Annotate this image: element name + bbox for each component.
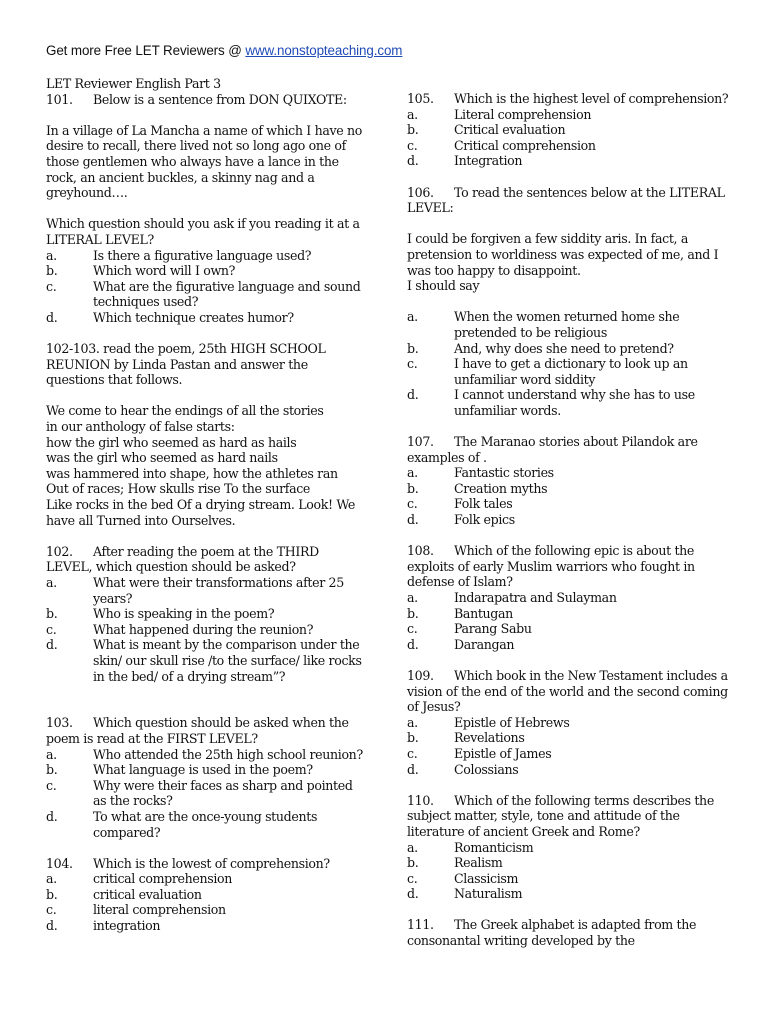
option-letter: a. [407, 590, 418, 605]
option-text: literal comprehension [93, 902, 226, 918]
option-text: Which technique creates humor? [93, 309, 294, 325]
option-letter: d. [46, 637, 58, 653]
option-text: Epistle of Hebrews [454, 714, 570, 730]
option-text: Which word will I own? [93, 263, 236, 279]
question-text: Which question should be asked when the poem is read at the FIRST LEVEL? [46, 715, 349, 746]
option-letter: b. [46, 606, 58, 622]
question-number: 101. [46, 91, 73, 107]
question-number: 102. [46, 543, 73, 559]
answer-option [46, 622, 366, 638]
option-text: critical comprehension [93, 871, 233, 887]
option-text: To what are the once-young students compared? [93, 808, 318, 840]
poem-line: was hammered into shape, how the athletes ran [46, 465, 338, 481]
option-text: Colossians [454, 761, 519, 777]
question-102-options [46, 575, 366, 684]
question-text: Which book in the New Testament includes a vision of the end of the world and the second coming of Jesus? [407, 667, 728, 715]
question-number: 110. [407, 792, 434, 808]
option-text: Naturalism [454, 886, 523, 902]
answer-option [46, 747, 366, 763]
answer-option [407, 621, 733, 637]
option-letter: a. [46, 575, 57, 590]
option-text: Why were their faces as sharp and pointed as the rocks? [93, 777, 353, 809]
answer-option [46, 310, 366, 326]
option-letter: c. [46, 278, 57, 294]
question-105 [407, 91, 733, 107]
question-106-prompt: I should say [407, 278, 480, 294]
question-text: Which of the following epic is about the exploits of early Muslim warriors who fought in defense of Islam? [407, 543, 695, 590]
option-letter: a. [407, 714, 418, 730]
option-text: Romanticism [454, 839, 534, 855]
question-103-options [46, 747, 366, 841]
answer-option [407, 107, 733, 123]
question-101 [46, 92, 366, 108]
option-letter: c. [407, 496, 418, 512]
answer-option [407, 138, 733, 154]
poem-line: was the girl who seemed as hard nails [46, 450, 278, 466]
option-letter: b. [46, 886, 58, 902]
question-106 [407, 185, 733, 216]
answer-option [407, 122, 733, 138]
answer-option [407, 606, 733, 622]
website-link[interactable]: www.nonstopteaching.com [245, 43, 403, 58]
question-104-options [46, 871, 366, 933]
question-text: The Maranao stories about Pilandok are examples of . [407, 434, 698, 465]
answer-option [407, 512, 733, 528]
answer-option [407, 309, 733, 340]
option-letter: d. [407, 153, 419, 169]
question-101-prompt: Which question should you ask if you reading it at a LITERAL LEVEL? [46, 216, 360, 247]
question-110-options [407, 840, 733, 902]
question-102 [46, 544, 366, 575]
option-text: Epistle of James [454, 745, 552, 761]
option-text: Is there a figurative language used? [93, 247, 312, 263]
question-110 [407, 793, 733, 840]
option-letter: c. [407, 621, 418, 637]
option-letter: b. [46, 263, 58, 279]
option-letter: d. [407, 512, 419, 528]
answer-option [407, 153, 733, 169]
question-103 [46, 715, 366, 746]
option-letter: b. [407, 122, 419, 138]
option-letter: b. [407, 855, 419, 871]
question-text: Which is the lowest of comprehension? [93, 855, 330, 871]
document-title: LET Reviewer English Part 3 [46, 76, 221, 91]
poem-line: Out of races; How skulls rise To the surface [46, 481, 311, 497]
answer-option [46, 871, 366, 887]
answer-option [46, 575, 366, 606]
option-letter: c. [46, 902, 57, 918]
answer-option [407, 746, 733, 762]
answer-option [407, 855, 733, 871]
option-letter: d. [407, 761, 419, 777]
question-text: Which is the highest level of comprehension? [454, 91, 729, 106]
quixote-quote: In a village of La Mancha a name of which I have no desire to recall, there lived not so long ago one of those gentlemen who always have a lance in the rock, an ancient buckles, a skinny nag and a greyhound…. [46, 122, 363, 201]
option-text: I cannot understand why she has to use unfamiliar words. [454, 387, 695, 418]
option-text: Revelations [454, 730, 525, 746]
option-letter: a. [407, 465, 418, 481]
answer-option [407, 590, 733, 606]
option-text: Folk epics [454, 512, 515, 528]
page-header [46, 43, 402, 58]
option-letter: d. [46, 309, 58, 325]
question-107-options [407, 465, 733, 527]
option-text: Integration [454, 153, 523, 169]
answer-option [407, 341, 733, 357]
question-number: 103. [46, 715, 73, 731]
option-letter: c. [407, 870, 418, 886]
option-letter: d. [407, 636, 419, 652]
option-text: integration [93, 918, 161, 934]
question-102-103-intro: 102-103. read the poem, 25th HIGH SCHOOL REUNION by Linda Pastan and answer the questions that follows. [46, 341, 326, 388]
answer-option [46, 637, 366, 684]
option-letter: c. [46, 777, 57, 793]
option-letter: c. [46, 621, 57, 637]
question-101-options [46, 248, 366, 326]
question-number: 111. [407, 917, 434, 933]
option-text: What are the figurative language and sound techniques used? [93, 278, 361, 310]
option-letter: a. [407, 309, 418, 325]
answer-option [46, 263, 366, 279]
answer-option [407, 465, 733, 481]
question-106-options [407, 309, 733, 418]
poem-line: how the girl who seemed as hard as hails [46, 434, 297, 450]
option-text: When the women returned home she pretended to be religious [454, 309, 680, 340]
option-text: What happened during the reunion? [93, 621, 314, 637]
option-text: Realism [454, 855, 503, 871]
option-text: And, why does she need to pretend? [454, 340, 674, 356]
answer-option [407, 356, 733, 387]
poem-line: Like rocks in the bed Of a drying stream. Look! We have all Turned into Ourselves. [46, 497, 356, 528]
option-text: Darangan [454, 636, 515, 652]
question-105-options [407, 107, 733, 169]
question-number: 106. [407, 184, 434, 200]
option-letter: c. [407, 137, 418, 153]
question-number: 105. [407, 91, 434, 106]
answer-option [407, 762, 733, 778]
left-column [46, 76, 366, 934]
option-text: Literal comprehension [454, 106, 592, 122]
question-104 [46, 856, 366, 872]
option-letter: c. [407, 356, 418, 372]
answer-option [407, 496, 733, 512]
question-number: 104. [46, 855, 73, 871]
question-text: After reading the poem at the THIRD LEVEL, which question should be asked? [46, 543, 319, 575]
question-109 [407, 668, 733, 715]
answer-option [46, 606, 366, 622]
poem [46, 403, 366, 528]
answer-option [46, 918, 366, 934]
question-text: Below is a sentence from DON QUIXOTE: [93, 91, 347, 107]
option-text: Fantastic stories [454, 465, 554, 481]
option-letter: a. [46, 746, 57, 762]
option-text: Critical comprehension [454, 137, 596, 153]
option-letter: b. [407, 605, 419, 621]
question-text: To read the sentences below at the LITERAL LEVEL: [407, 184, 725, 216]
option-text: Indarapatra and Sulayman [454, 590, 617, 605]
option-letter: b. [46, 762, 58, 778]
answer-option [407, 871, 733, 887]
option-text: What is meant by the comparison under the skin/ our skull rise /to the surface/ like rocks in the bed/ of a drying stream”? [93, 637, 362, 684]
option-text: Bantugan [454, 605, 513, 621]
answer-option [46, 809, 366, 840]
option-text: Folk tales [454, 496, 513, 512]
answer-option [407, 387, 733, 418]
option-text: Critical evaluation [454, 122, 566, 138]
option-text: Classicism [454, 870, 519, 886]
option-letter: b. [407, 730, 419, 746]
option-letter: d. [46, 808, 58, 824]
answer-option [407, 730, 733, 746]
question-111 [407, 917, 733, 948]
option-letter: d. [46, 918, 58, 934]
poem-line: in our anthology of false starts: [46, 419, 235, 435]
question-107 [407, 434, 733, 465]
answer-option [407, 886, 733, 902]
option-letter: d. [407, 886, 419, 902]
option-letter: a. [407, 106, 418, 122]
answer-option [46, 902, 366, 918]
right-column [407, 91, 733, 949]
option-text: What were their transformations after 25 years? [93, 575, 344, 606]
header-prefix: Get more Free LET Reviewers @ [46, 43, 246, 58]
option-letter: d. [407, 387, 419, 403]
option-text: Who is speaking in the poem? [93, 606, 275, 622]
answer-option [46, 887, 366, 903]
option-text: Parang Sabu [454, 621, 532, 637]
question-number: 107. [407, 434, 434, 450]
option-letter: a. [407, 839, 418, 855]
question-108 [407, 543, 733, 590]
option-text: I have to get a dictionary to look up an unfamiliar word siddity [454, 356, 688, 387]
question-109-options [407, 715, 733, 777]
question-number: 108. [407, 543, 434, 559]
answer-option [46, 248, 366, 264]
answer-option [407, 481, 733, 497]
answer-option [46, 778, 366, 809]
answer-option [407, 840, 733, 856]
answer-option [46, 279, 366, 310]
option-letter: b. [407, 480, 419, 496]
question-108-options [407, 590, 733, 652]
answer-option [46, 762, 366, 778]
option-text: critical evaluation [93, 886, 202, 902]
option-text: Who attended the 25th high school reunion? [93, 746, 363, 762]
question-number: 109. [407, 667, 434, 683]
option-text: What language is used in the poem? [93, 762, 313, 778]
question-106-passage: I could be forgiven a few siddity aris. In fact, a pretension to worldiness was expected of me, and I was too happy to disappoint. [407, 231, 719, 278]
option-letter: b. [407, 340, 419, 356]
option-letter: a. [46, 247, 57, 263]
option-letter: c. [407, 745, 418, 761]
question-text: The Greek alphabet is adapted from the consonantal writing developed by the [407, 917, 697, 949]
answer-option [407, 637, 733, 653]
option-letter: a. [46, 871, 57, 887]
question-text: Which of the following terms describes the subject matter, style, tone and attitude of the literature of ancient Greek and Rome? [407, 792, 714, 839]
answer-option [407, 715, 733, 731]
poem-line: We come to hear the endings of all the stories [46, 403, 324, 419]
option-text: Creation myths [454, 480, 548, 496]
